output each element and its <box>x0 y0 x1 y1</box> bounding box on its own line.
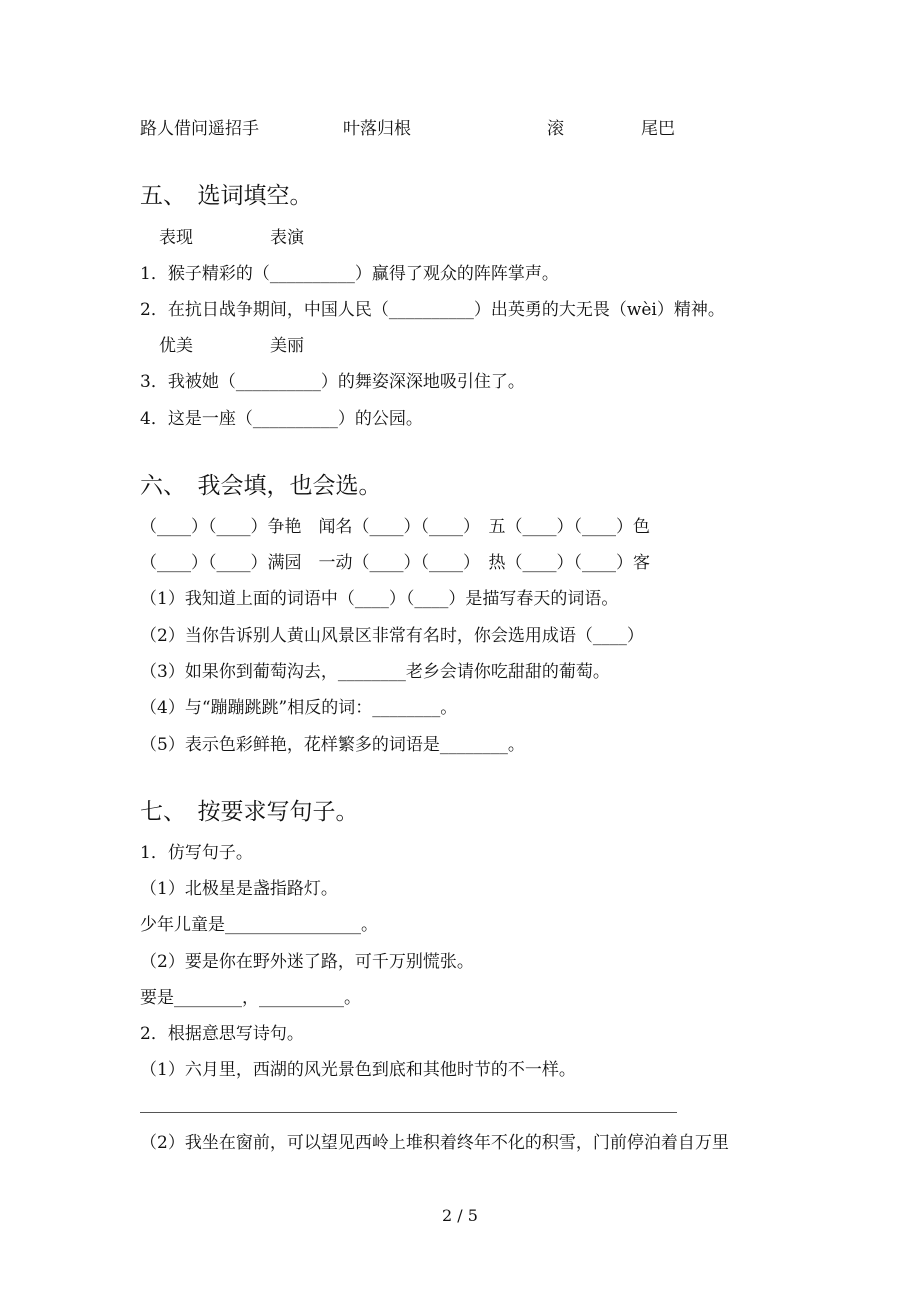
s7-part-2a: （1）六月里，西湖的风光景色到底和其他时节的不一样。 <box>140 1060 576 1080</box>
page-number: 2 / 5 <box>442 1206 478 1225</box>
s5-question-1: 1．猴子精彩的（__________）赢得了观众的阵阵掌声。 <box>140 264 559 284</box>
top-word-4: 尾巴 <box>641 119 675 139</box>
s6-question-4: （4）与“蹦蹦跳跳”相反的词：________。 <box>140 698 458 718</box>
s7-part-1: 1．仿写句子。 <box>140 843 253 863</box>
s6-question-3: （3）如果你到葡萄沟去，________老乡会请你吃甜甜的葡萄。 <box>140 662 610 682</box>
s6-idiom-row-2: （____）（____）满园 一动（____）（____） 热（____）（____）客 <box>140 553 650 573</box>
s5-word-option: 表现 <box>159 228 193 248</box>
s5-question-3: 3．我被她（__________）的舞姿深深地吸引住了。 <box>140 372 525 392</box>
s7-part-2b: （2）我坐在窗前，可以望见西岭上堆积着终年不化的积雪，门前停泊着自万里 <box>140 1133 729 1153</box>
s5-question-4: 4．这是一座（__________）的公园。 <box>140 409 423 429</box>
s6-question-5: （5）表示色彩鲜艳，花样繁多的词语是________。 <box>140 735 525 755</box>
s6-idiom-row-1: （____）（____）争艳 闻名（____）（____） 五（____）（____）色 <box>140 517 650 537</box>
s6-question-2: （2）当你告诉别人黄山风景区非常有名时，你会选用成语（____） <box>140 626 644 646</box>
s5-word-option: 表演 <box>270 228 304 248</box>
s6-question-1: （1）我知道上面的词语中（____）（____）是描写春天的词语。 <box>140 589 619 609</box>
s5-question-2: 2．在抗日战争期间，中国人民（__________）出英勇的大无畏（wèi）精神。 <box>140 300 725 320</box>
section-5-heading: 五、 选词填空。 <box>140 183 313 209</box>
s7-part-1a-answer: 少年儿童是________________。 <box>140 915 378 935</box>
s7-part-1a: （1）北极星是盏指路灯。 <box>140 879 338 899</box>
section-6-heading: 六、 我会填，也会选。 <box>140 473 382 499</box>
section-7-heading: 七、 按要求写句子。 <box>140 799 359 825</box>
top-word-2: 叶落归根 <box>343 119 411 139</box>
s5-word-option: 优美 <box>159 336 193 356</box>
answer-line <box>140 1112 677 1113</box>
top-word-1: 路人借问遥招手 <box>140 119 259 139</box>
s5-word-option: 美丽 <box>270 336 304 356</box>
s7-part-2: 2．根据意思写诗句。 <box>140 1024 304 1044</box>
s7-part-1b-answer: 要是________，__________。 <box>140 988 361 1008</box>
top-word-3: 滚 <box>547 119 564 139</box>
s7-part-1b: （2）要是你在野外迷了路，可千万别慌张。 <box>140 952 474 972</box>
